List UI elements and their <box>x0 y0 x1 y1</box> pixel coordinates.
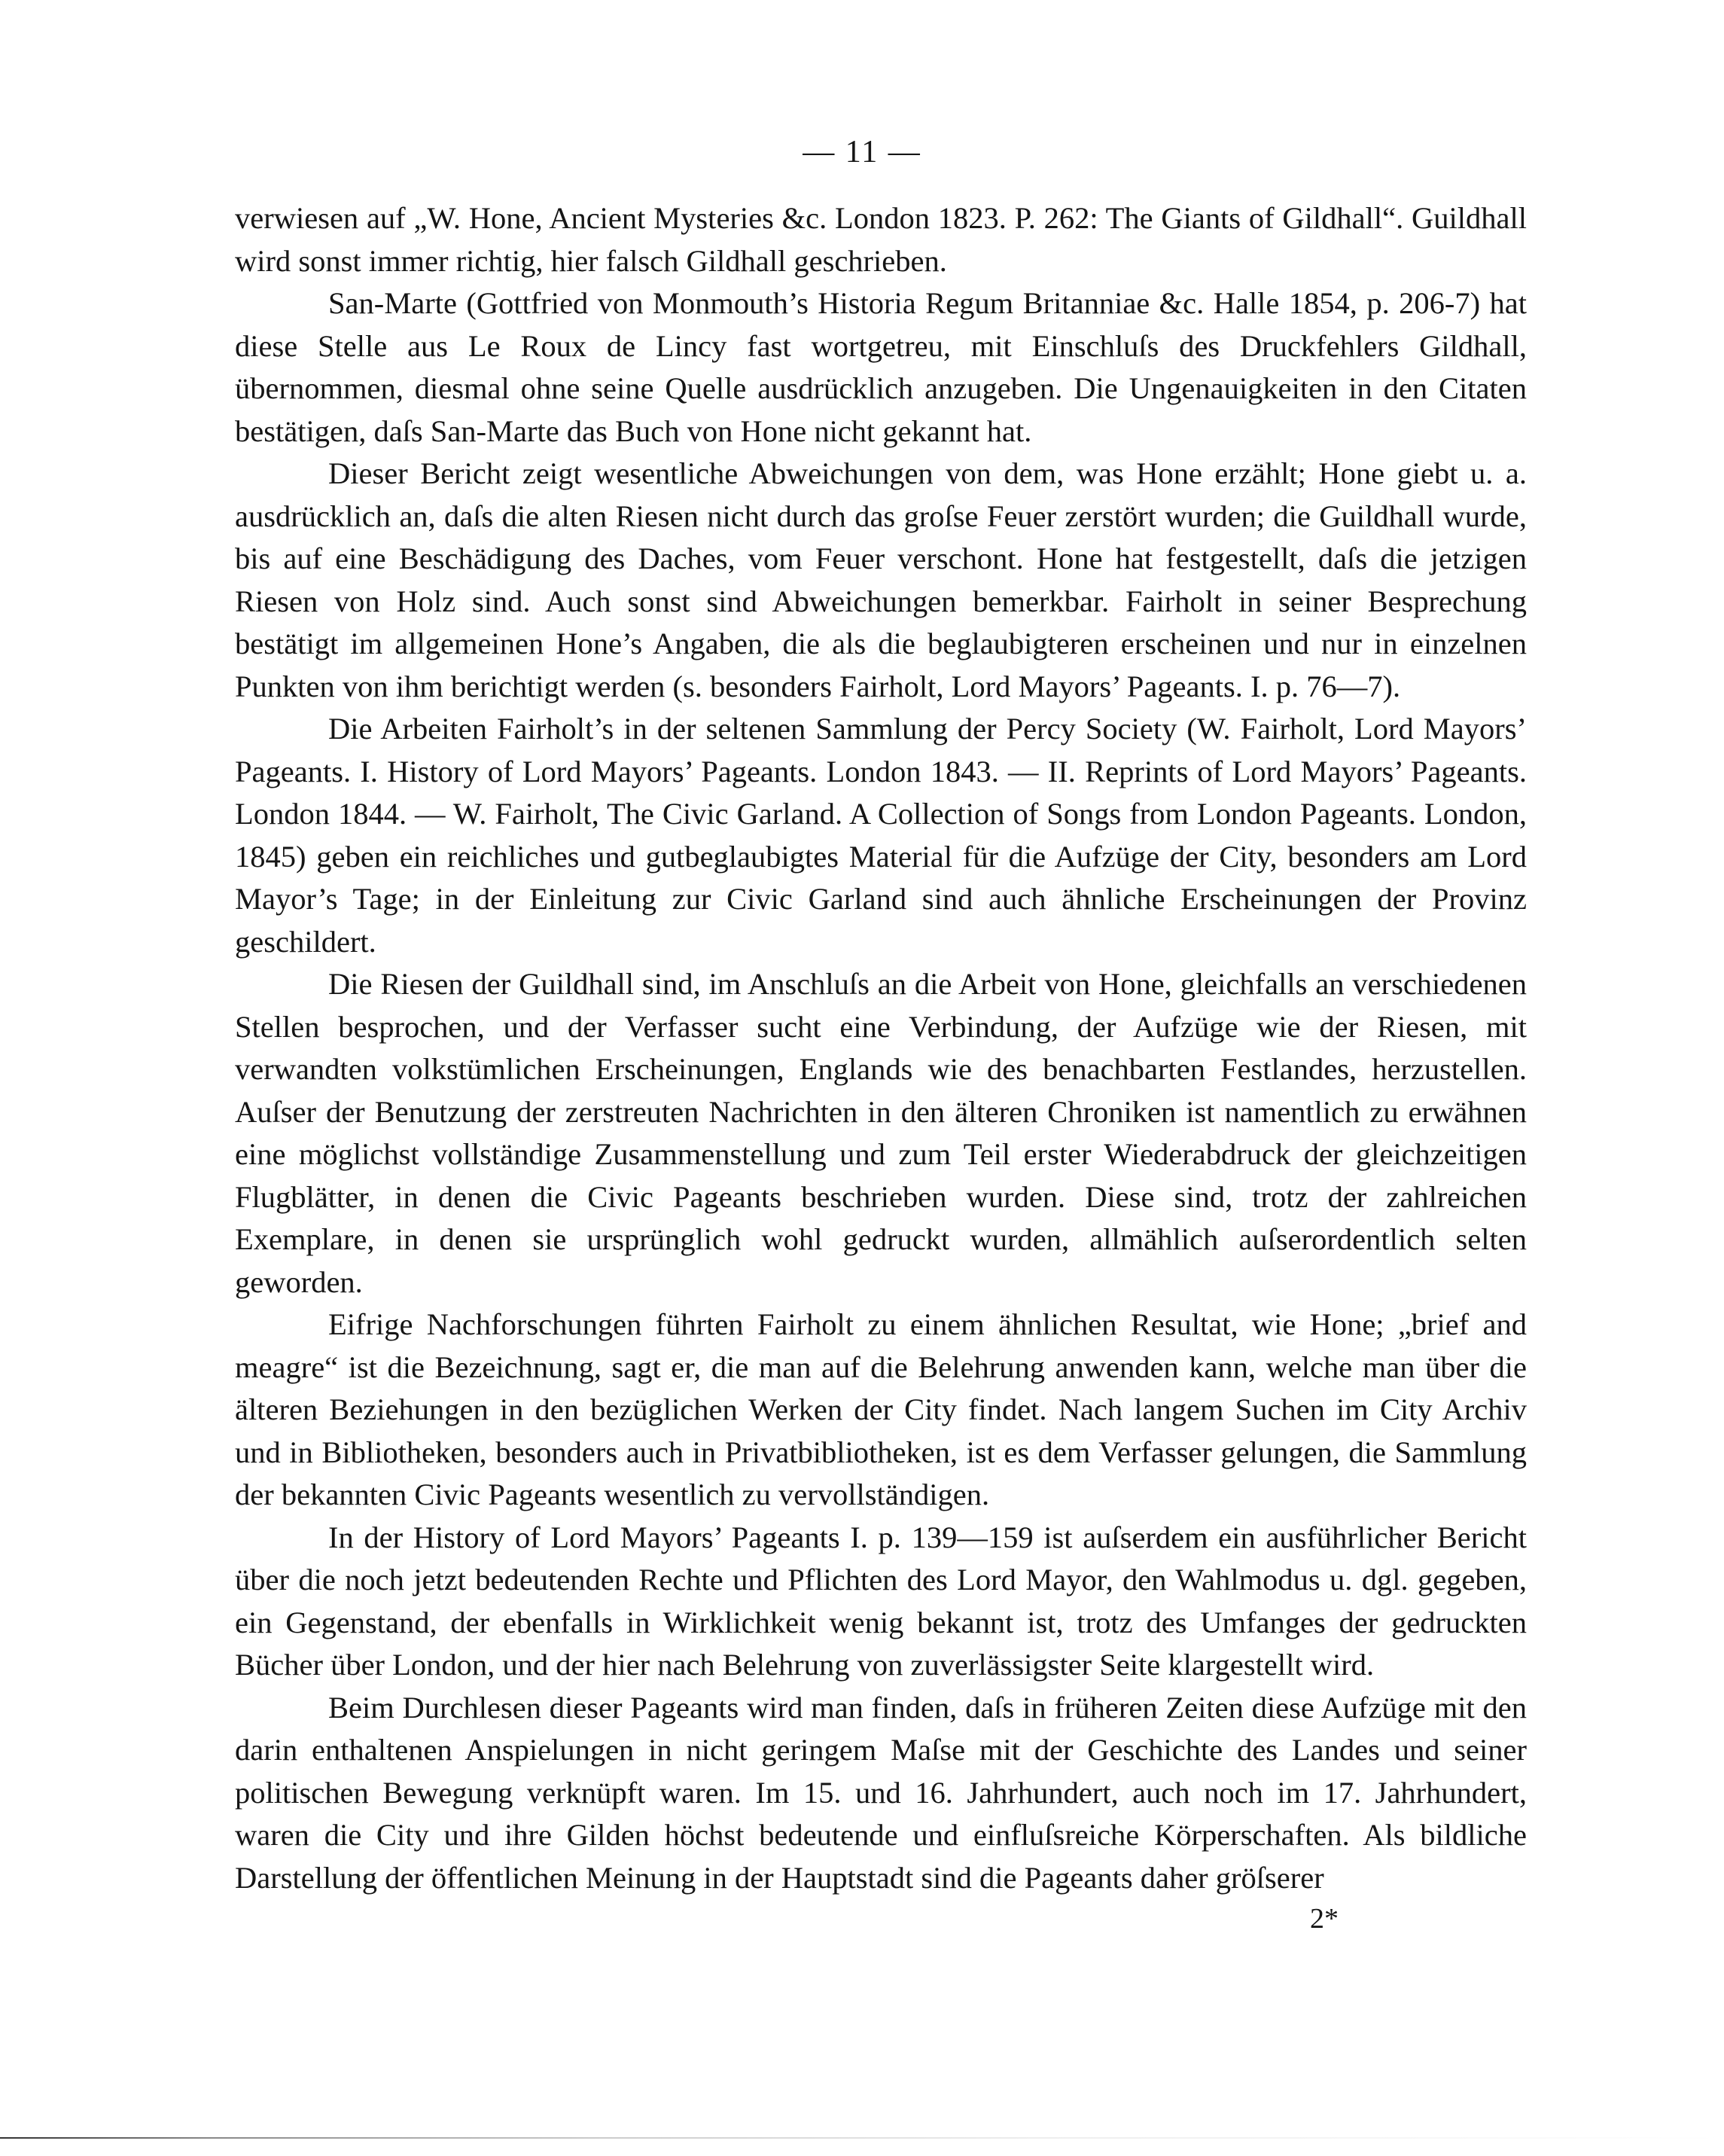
paragraph: Die Arbeiten Fairholt’s in der seltenen Sammlung der Percy Society (W. Fairholt, Lord Mayors’ Pageants. I. History of Lord Mayors’ Pageants. London 1843. — II. Reprints of Lord Mayors’ Pageants. London 1844. — W. Fairholt, The Civic Garland. A Collection of Songs from London Pageants. London, 1845) geben ein reichliches und gutbeglaubigtes Material für die Aufzüge der City, besonders am Lord Mayor’s Tage; in der Einleitung zur Civic Garland sind auch ähnliche Erscheinungen der Provinz geschildert. <box>235 712 1527 959</box>
paragraph: Eifrige Nachforschungen führten Fairholt zu einem ähnlichen Resultat, wie Hone; „brief and meagre“ ist die Bezeichnung, sagt er, die man auf die Belehrung anwenden kann, welche man über die älteren Beziehungen in den bezüglichen Werken der City findet. Nach langem Suchen im City Archiv und in Bibliotheken, besonders auch in Privatbibliotheken, ist es dem Verfasser gelungen, die Sammlung der bekannten Civic Pageants wesentlich zu vervollständigen. <box>235 1307 1527 1511</box>
paragraph: Beim Durchlesen dieser Pageants wird man finden, daſs in früheren Zeiten diese Aufzüge mit den darin enthaltenen Anspielungen in nicht geringem Maſse mit der Geschichte des Landes und seiner politischen Bewegung verknüpft waren. Im 15. und 16. Jahrhundert, auch noch im 17. Jahrhundert, waren die City und ihre Gilden höchst bedeutende und einfluſsreiche Körperschaften. Als bildliche Darstellung der öffentlichen Meinung in der Hauptstadt sind die Pageants daher gröſserer <box>235 1690 1527 1895</box>
paragraph: Dieser Bericht zeigt wesentliche Abweichungen von dem, was Hone erzählt; Hone giebt u. a. ausdrücklich an, daſs die alten Riesen nicht durch das groſse Feuer zerstört wurden; die Guildhall wurde, bis auf eine Beschädigung des Daches, vom Feuer verschont. Hone hat festgestellt, daſs die jetzigen Riesen von Holz sind. Auch sonst sind Abweichungen bemerkbar. Fairholt in seiner Besprechung bestätigt im allgemeinen Hone’s Angaben, die als die beglaubigteren erscheinen und nur in einzelnen Punkten von ihm berichtigt werden (s. besonders Fairholt, Lord Mayors’ Pageants. I. p. 76—7). <box>235 456 1527 703</box>
paragraph: In der History of Lord Mayors’ Pageants I. p. 139—159 ist auſserdem ein ausführlicher Bericht über die noch jetzt bedeutenden Rechte und Pflichten des Lord Mayor, den Wahlmodus u. dgl. gegeben, ein Gegenstand, der ebenfalls in Wirklichkeit wenig bekannt ist, trotz des Umfanges der gedruckten Bücher über London, und der hier nach Belehrung von zuverlässigster Seite klargestellt wird. <box>235 1520 1527 1682</box>
paragraph: San-Marte (Gottfried von Monmouth’s Historia Regum Britanniae &c. Halle 1854, p. 206-7) hat diese Stelle aus Le Roux de Lincy fast wortgetreu, mit Einschluſs des Druckfehlers Gildhall, übernommen, diesmal ohne seine Quelle ausdrücklich anzugeben. Die Ungenauigkeiten in den Citaten bestätigen, daſs San-Marte das Buch von Hone nicht gekannt hat. <box>235 286 1527 448</box>
page-edge-divider <box>0 2137 1724 2139</box>
body-text <box>235 197 1527 1899</box>
paragraph: verwiesen auf „W. Hone, Ancient Mysteries &c. London 1823. P. 262: The Giants of Gildhall“. Guildhall wird sonst immer richtig, hier falsch Gildhall geschrieben. <box>235 201 1527 278</box>
page-number: — 11 — <box>803 135 921 169</box>
signature-mark: 2* <box>1310 1903 1339 1935</box>
paragraph: Die Riesen der Guildhall sind, im Anschluſs an die Arbeit von Hone, gleichfalls an verschiedenen Stellen besprochen, und der Verfasser sucht eine Verbindung, der Aufzüge wie der Riesen, mit verwandten volkstümlichen Erscheinungen, Englands wie des benachbarten Festlandes, herzustellen. Auſser der Benutzung der zerstreuten Nachrichten in den älteren Chroniken ist namentlich zu erwähnen eine möglichst vollständige Zusammenstellung und zum Teil erster Wiederabdruck der gleichzeitigen Flugblätter, in denen die Civic Pageants beschrieben wurden. Diese sind, trotz der zahlreichen Exemplare, in denen sie ursprünglich wohl gedruckt wurden, allmählich auſserordentlich selten geworden. <box>235 967 1527 1299</box>
